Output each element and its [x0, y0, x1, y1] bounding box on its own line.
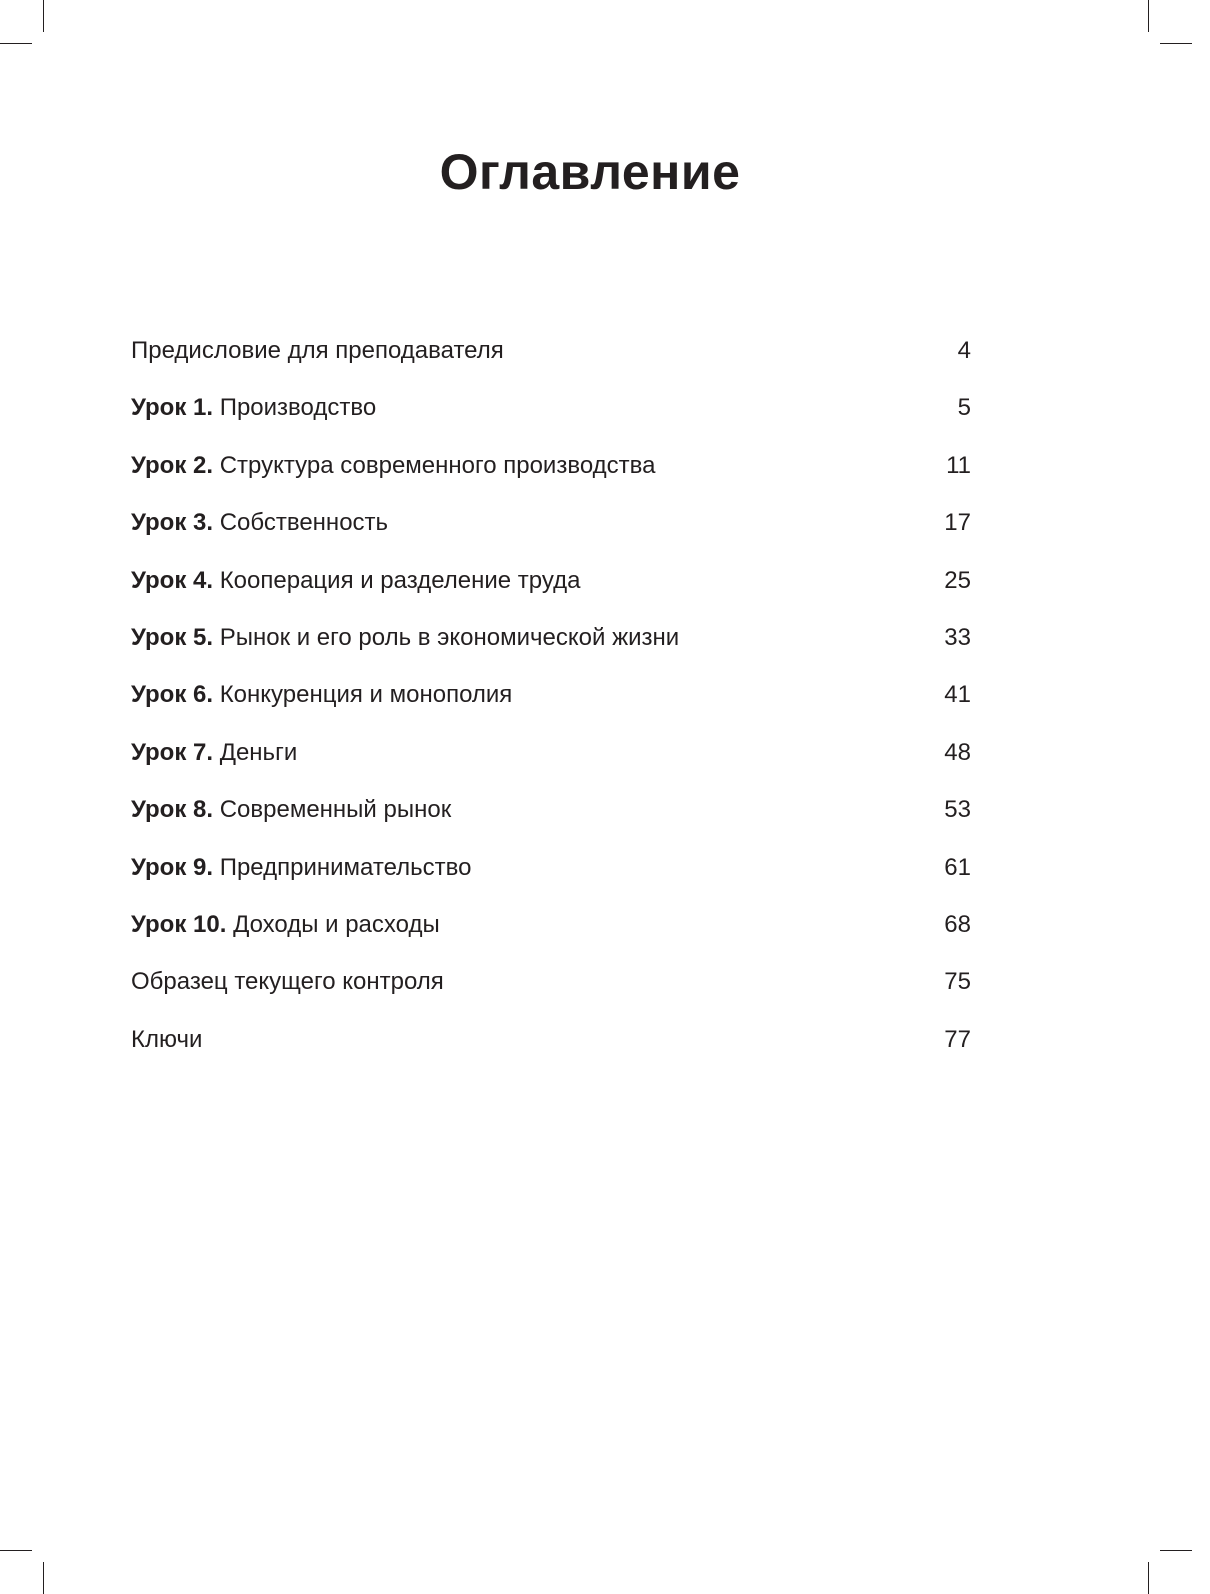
toc-entry-text: Предисловие для преподавателя: [131, 337, 504, 364]
crop-mark-bottom-right-horizontal: [1160, 1550, 1192, 1551]
toc-entry-page: 17: [944, 509, 971, 537]
toc-entry-page: 41: [944, 681, 971, 709]
crop-mark-top-right-vertical: [1148, 0, 1149, 32]
toc-entry-sample-control[interactable]: [131, 963, 971, 1020]
toc-entry-title: [131, 963, 444, 1001]
toc-entry-label: Урок 8.: [131, 796, 214, 824]
toc-entry-page: 68: [944, 910, 971, 938]
toc-entry-page: 48: [944, 738, 971, 766]
toc-entry-page: 4: [957, 337, 971, 364]
toc-entry-title: [131, 332, 504, 370]
toc-entry-label: Урок 5.: [131, 623, 214, 651]
toc-entry-label: Урок 6.: [131, 681, 214, 709]
toc-entry-lesson-4[interactable]: [131, 562, 971, 619]
toc-entry-text: Конкуренция и монополия: [219, 681, 513, 709]
toc-entry-title: [131, 562, 580, 600]
toc-entry-text: Рынок и его роль в экономической жизни: [219, 623, 680, 651]
toc-entry-label: Урок 9.: [131, 853, 214, 881]
crop-mark-bottom-left-horizontal: [0, 1550, 32, 1551]
toc-entry-title: [131, 619, 679, 657]
toc-entry-lesson-2[interactable]: [131, 447, 971, 504]
toc-entry-preface[interactable]: [131, 332, 971, 389]
toc-entry-lesson-8[interactable]: [131, 791, 971, 848]
toc-entry-page: 61: [944, 853, 971, 881]
toc-entry-page: 53: [944, 796, 971, 824]
toc-entry-title: [131, 734, 297, 772]
crop-mark-top-right-horizontal: [1160, 43, 1192, 44]
toc-entry-title: [131, 504, 388, 542]
toc-entry-page: 25: [944, 566, 971, 594]
toc-entry-title: [131, 906, 440, 944]
toc-entry-lesson-5[interactable]: [131, 619, 971, 676]
toc-entry-title: [131, 849, 471, 887]
toc-entry-text: Образец текущего контроля: [131, 968, 444, 996]
toc-entry-label: Урок 3.: [131, 509, 214, 537]
crop-mark-top-left-horizontal: [0, 43, 32, 44]
toc-entry-title: [131, 1021, 202, 1059]
toc-entry-lesson-10[interactable]: [131, 906, 971, 963]
toc-entry-lesson-1[interactable]: [131, 389, 971, 446]
toc-entry-text: Доходы и расходы: [233, 910, 440, 938]
toc-entry-page: 77: [944, 1025, 971, 1053]
toc-entry-text: Структура современного производства: [219, 451, 656, 479]
crop-mark-bottom-left-vertical: [43, 1562, 44, 1594]
toc-entry-label: Урок 10.: [131, 910, 227, 938]
toc-entry-title: [131, 791, 451, 829]
toc-entry-page: 75: [944, 968, 971, 996]
table-of-contents: [131, 332, 971, 1078]
toc-entry-label: Урок 2.: [131, 451, 214, 479]
toc-entry-title: [131, 447, 655, 485]
page-title: Оглавление: [439, 144, 741, 200]
toc-entry-lesson-7[interactable]: [131, 734, 971, 791]
toc-entry-label: Урок 4.: [131, 566, 214, 594]
toc-entry-label: Урок 1.: [131, 394, 214, 422]
toc-entry-title: [131, 389, 376, 427]
toc-entry-lesson-3[interactable]: [131, 504, 971, 561]
toc-entry-page: 5: [957, 394, 971, 422]
toc-entry-page: 11: [946, 451, 971, 479]
toc-entry-text: Производство: [219, 394, 377, 422]
toc-entry-lesson-9[interactable]: [131, 849, 971, 906]
crop-mark-top-left-vertical: [43, 0, 44, 32]
toc-entry-page: 33: [944, 623, 971, 651]
toc-entry-text: Кооперация и разделение труда: [219, 566, 581, 594]
toc-entry-lesson-6[interactable]: [131, 676, 971, 733]
toc-entry-title: [131, 676, 512, 714]
toc-entry-text: Ключи: [131, 1025, 203, 1053]
toc-entry-text: Деньги: [219, 738, 298, 766]
toc-entry-text: Предпринимательство: [219, 853, 472, 881]
toc-entry-keys[interactable]: [131, 1021, 971, 1078]
toc-entry-label: Урок 7.: [131, 738, 214, 766]
toc-entry-text: Современный рынок: [219, 796, 452, 824]
crop-mark-bottom-right-vertical: [1148, 1562, 1149, 1594]
toc-entry-text: Собственность: [219, 509, 389, 537]
